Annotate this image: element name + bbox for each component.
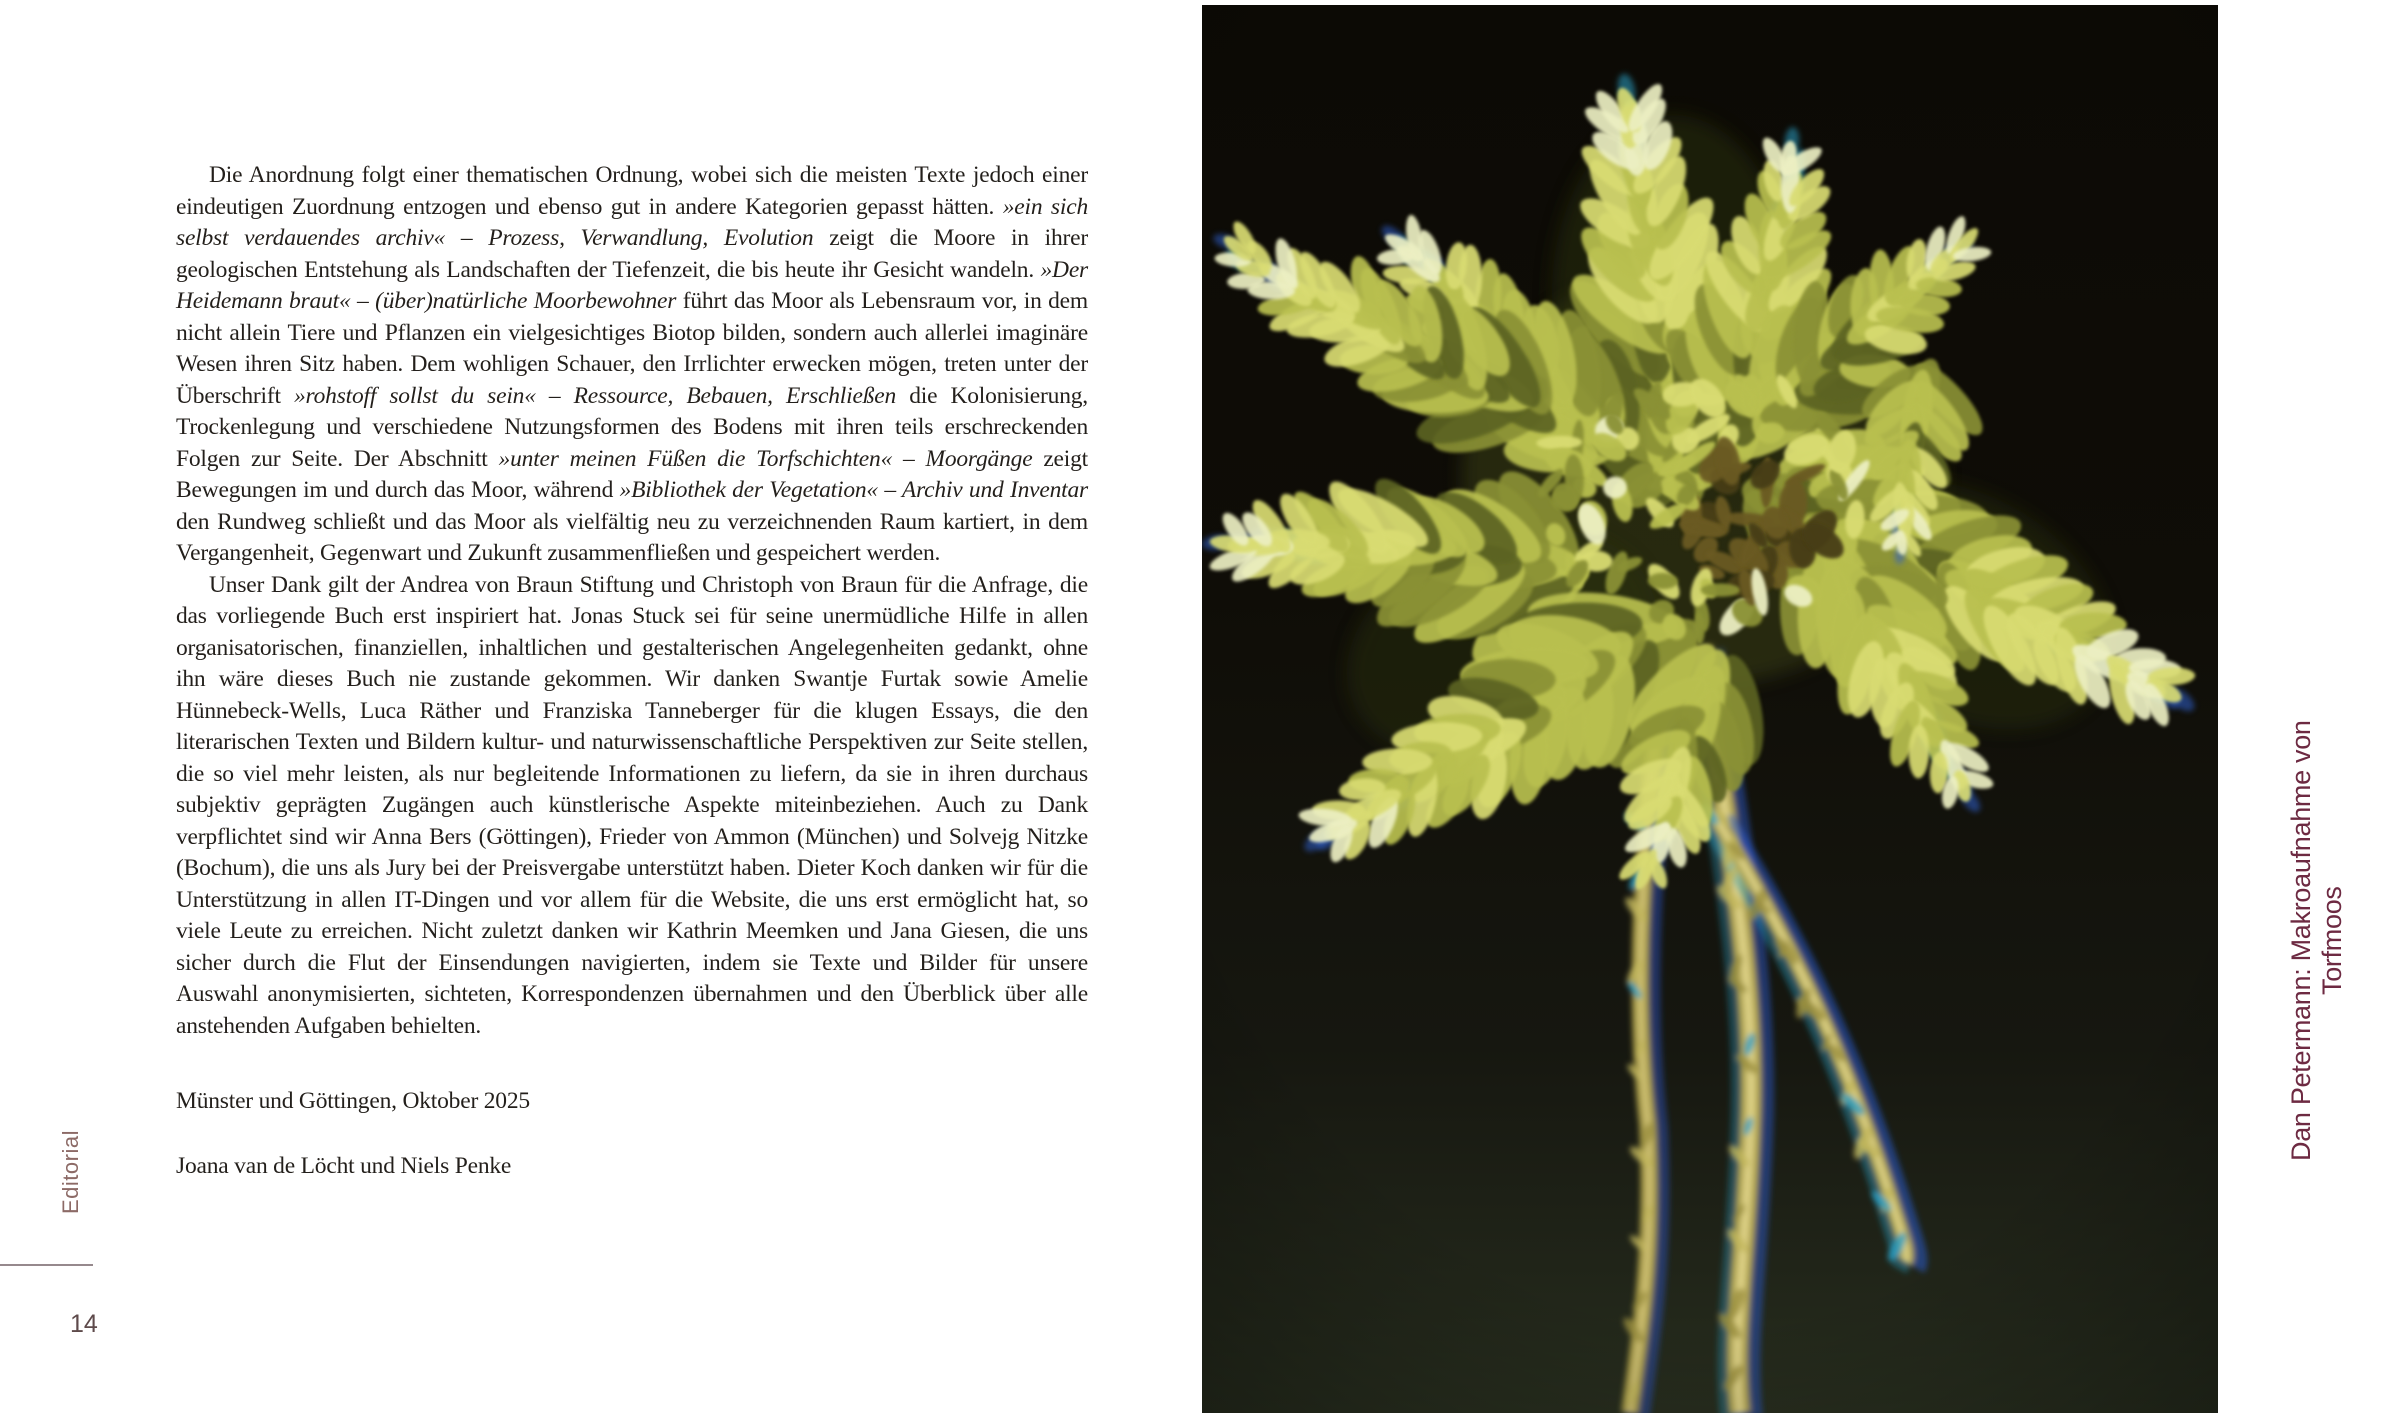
dateline: Münster und Göttingen, Oktober 2025 — [176, 1088, 530, 1114]
body-text — [176, 160, 1088, 1042]
photo-caption: Dan Petermann: Makroaufnahme von Torfmoos — [2286, 720, 2347, 1161]
signature: Joana van de Löcht und Niels Penke — [176, 1152, 512, 1179]
body-paragraph: Unser Dank gilt der Andrea von Braun Stiftung und Christoph von Braun für die Anfrage, die das vorliegende Buch erst inspiriert hat. Jonas Stuck sei für seine unermüdliche Hilfe in allen organisatorischen, finanziellen, inhaltlichen und gestalterischen Angelegenheiten gedankt, ohne ihn wäre dieses Buch nie zustande gekommen. Wir danken Swantje Furtak sowie Amelie Hünnebeck-Wells, Luca Räther und Franziska Tanneberger für die klugen Essays, die den literarischen Texten und Bildern kultur- und naturwissenschaftliche Perspektiven zur Seite stellen, die so viel mehr leisten, als nur begleitende Informationen zu liefern, da sie in ihren durchaus subjektiv geprägten Zugängen auch künstlerische Aspekte miteinbeziehen. Auch zu Dank verpflichtet sind wir Anna Bers (Göttingen), Frieder von Ammon (München) und Solvejg Nitzke (Bochum), die uns als Jury bei der Preisvergabe unterstützt haben. Dieter Koch danken wir für die Unterstützung in allen IT-Dingen und vor allem für die Website, die uns erst ermöglicht hat, so viele Leute zu erreichen. Nicht zuletzt danken wir Kathrin Meemken und Jana Giesen, die uns sicher durch die Flut der Einsendungen navigierten, indem sie Texte und Bilder für unsere Auswahl anonymisierten, sichteten, Korrespondenzen übernahmen und den Überblick über alle anstehenden Aufgaben behielten. — [176, 571, 1088, 1039]
photo-vignette — [1202, 5, 2218, 1413]
section-label-editorial: Editorial — [58, 1130, 83, 1214]
page-number: 14 — [70, 1310, 98, 1338]
torfmoos-photo — [1202, 5, 2218, 1413]
margin-rule — [0, 1264, 93, 1266]
body-paragraph: Die Anordnung folgt einer thematischen Ordnung, wobei sich die meisten Texte jedoch einer eindeutigen Zuordnung entzogen und ebenso gut in andere Kategorien gepasst hätten. »ein sich selbst verdauendes archiv« – Prozess, Verwandlung, Evolution zeigt die Moore in ihrer geologischen Entstehung als Landschaften der Tiefenzeit, die bis heute ihr Gesicht wandeln. »Der Heidemann braut« – (über)natürliche Moorbewohner führt das Moor als Lebensraum vor, in dem nicht allein Tiere und Pflanzen ein vielgesichtiges Biotop bilden, sondern auch allerlei imaginäre Wesen ihren Sitz haben. Dem wohligen Schauer, den Irrlichter erwecken mögen, treten unter der Überschrift »rohstoff sollst du sein« – Ressource, Bebauen, Erschließen die Kolonisierung, Trockenlegung und verschiedene Nutzungsformen des Bodens mit ihren teils erschreckenden Folgen zur Seite. Der Abschnitt »unter meinen Füßen die Torfschichten« – Moorgänge zeigt Bewegungen im und durch das Moor, während »Bibliothek der Vegetation« – Archiv und Inventar den Rundweg schließt und das Moor als vielfältig neu zu verzeichnenden Raum kartiert, in dem Vergangenheit, Gegenwart und Zukunft zusammenfließen und gespeichert werden. — [176, 162, 1089, 566]
torfmoos-photo-svg — [1202, 5, 2218, 1413]
editorial-text-block — [176, 160, 1088, 1182]
